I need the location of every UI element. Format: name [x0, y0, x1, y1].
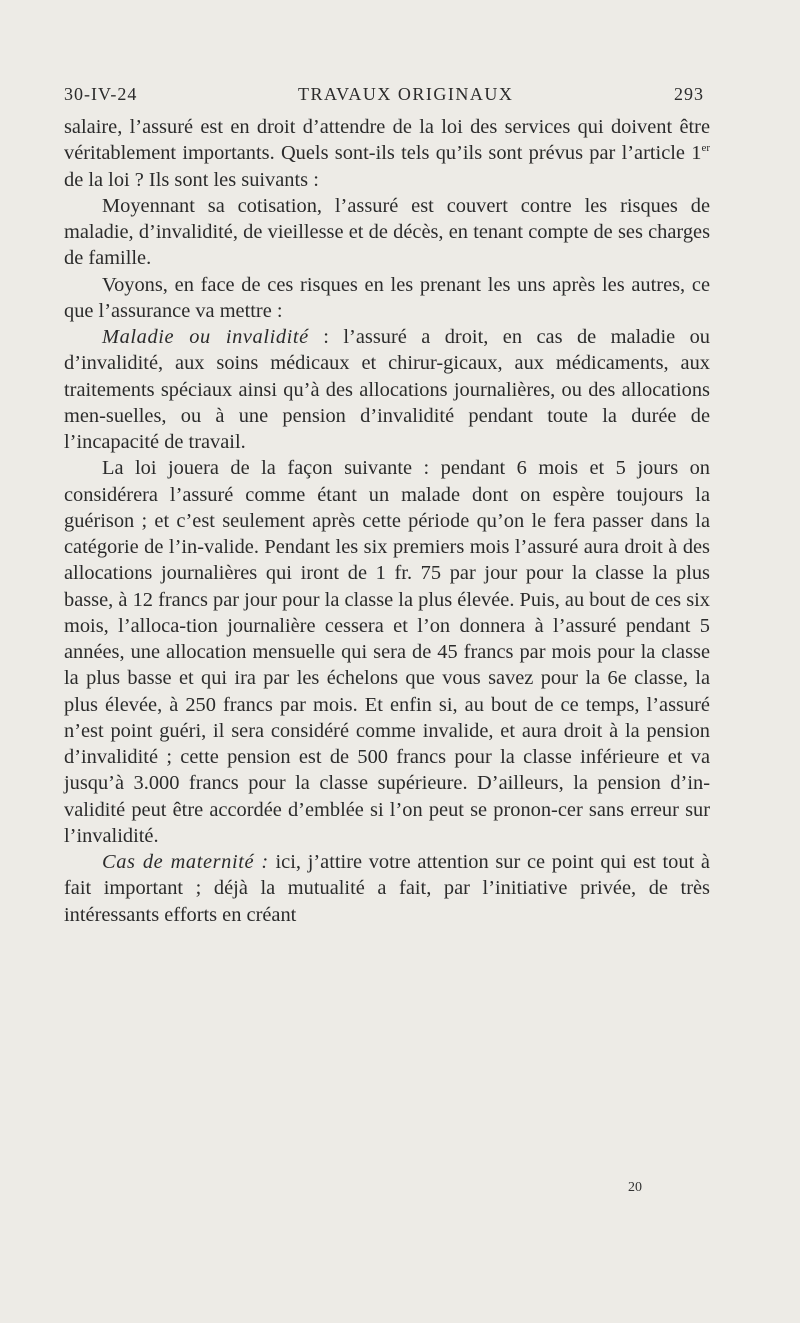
- paragraph-2-text: Moyennant sa cotisation, l’assuré est couvert contre les risques de maladie, d’invalidité, de vieillesse et de décès, en tenant compte de ses charges de famille.: [64, 194, 710, 270]
- header-title: TRAVAUX ORIGINAUX: [298, 84, 514, 104]
- superscript-er: er: [701, 142, 710, 155]
- paragraph-6: [64, 849, 710, 928]
- paragraph-3-text: Voyons, en face de ces risques en les prenant les uns après les autres, ce que l’assurance va mettre :: [64, 273, 710, 322]
- paragraph-5-text: La loi jouera de la façon suivante : pendant 6 mois et 5 jours on considérera l’assuré comme étant un malade dont on espère toujours la guérison ; et c’est seulement après cette période qu’on le fera passer dans la catégorie de l’in-valide. Pendant les six premiers mois l’assuré aura droit à des allocations journalières qui iront de 1 fr. 75 par jour pour la classe la plus basse, à 12 francs par jour pour la classe la plus élevée. Puis, au bout de ces six mois, l’alloca-tion journalière cessera et l’on donnera à l’assuré pendant 5 années, une allocation mensuelle qui sera de 45 francs par mois pour la classe la plus basse et qui ira par les échelons que vous savez pour la 6e classe, la plus élevée, à 250 francs par mois. Et enfin si, au bout de ce temps, l’assuré n’est point guéri, il sera considéré comme invalide, et aura droit à la pension d’invalidité ; cette pension est de 500 francs pour la classe inférieure et va jusqu’à 3.000 francs pour la classe supérieure. D’ailleurs, la pension d’in-validité peut être accordée d’emblée si l’on peut se pronon-cer sans erreur sur l’invalidité.: [64, 457, 710, 847]
- signature-mark: 20: [628, 1180, 642, 1195]
- paragraph-1-text-after: de la loi ? Ils sont les suivants :: [64, 168, 319, 191]
- paragraph-4-text: : l’assuré a droit, en cas de maladie ou d’invalidité, aux soins médicaux et chirur-gicaux, aux médicaments, aux traitements spéciaux ainsi qu’à des allocations journalières, ou des allocations men-suelles, ou à une pension d’invalidité pendant toute la durée de l’incapacité de travail.: [64, 326, 710, 453]
- running-header: [64, 84, 704, 105]
- paragraph-2: [64, 193, 710, 272]
- paragraph-1-text: salaire, l’assuré est en droit d’attendre de la loi des services qui doivent être véritablement importants. Quels sont-ils tels qu’ils sont prévus par l’article 1: [64, 116, 710, 165]
- page-number: 293: [674, 84, 704, 104]
- paragraph-5: [64, 455, 710, 849]
- body-text: [64, 114, 710, 928]
- paragraph-1: [64, 114, 710, 193]
- paragraph-4: [64, 324, 710, 455]
- paragraph-3: [64, 272, 710, 325]
- paragraph-6-text: ici, j’attire votre attention sur ce point qui est tout à fait important ; déjà la mutualité a fait, par l’initiative privée, de très intéressants efforts en créant: [64, 851, 710, 926]
- section-heading-maladie: Maladie ou invalidité: [102, 326, 309, 348]
- header-date: 30-IV-24: [64, 84, 138, 104]
- section-heading-maternite: Cas de maternité :: [102, 851, 269, 873]
